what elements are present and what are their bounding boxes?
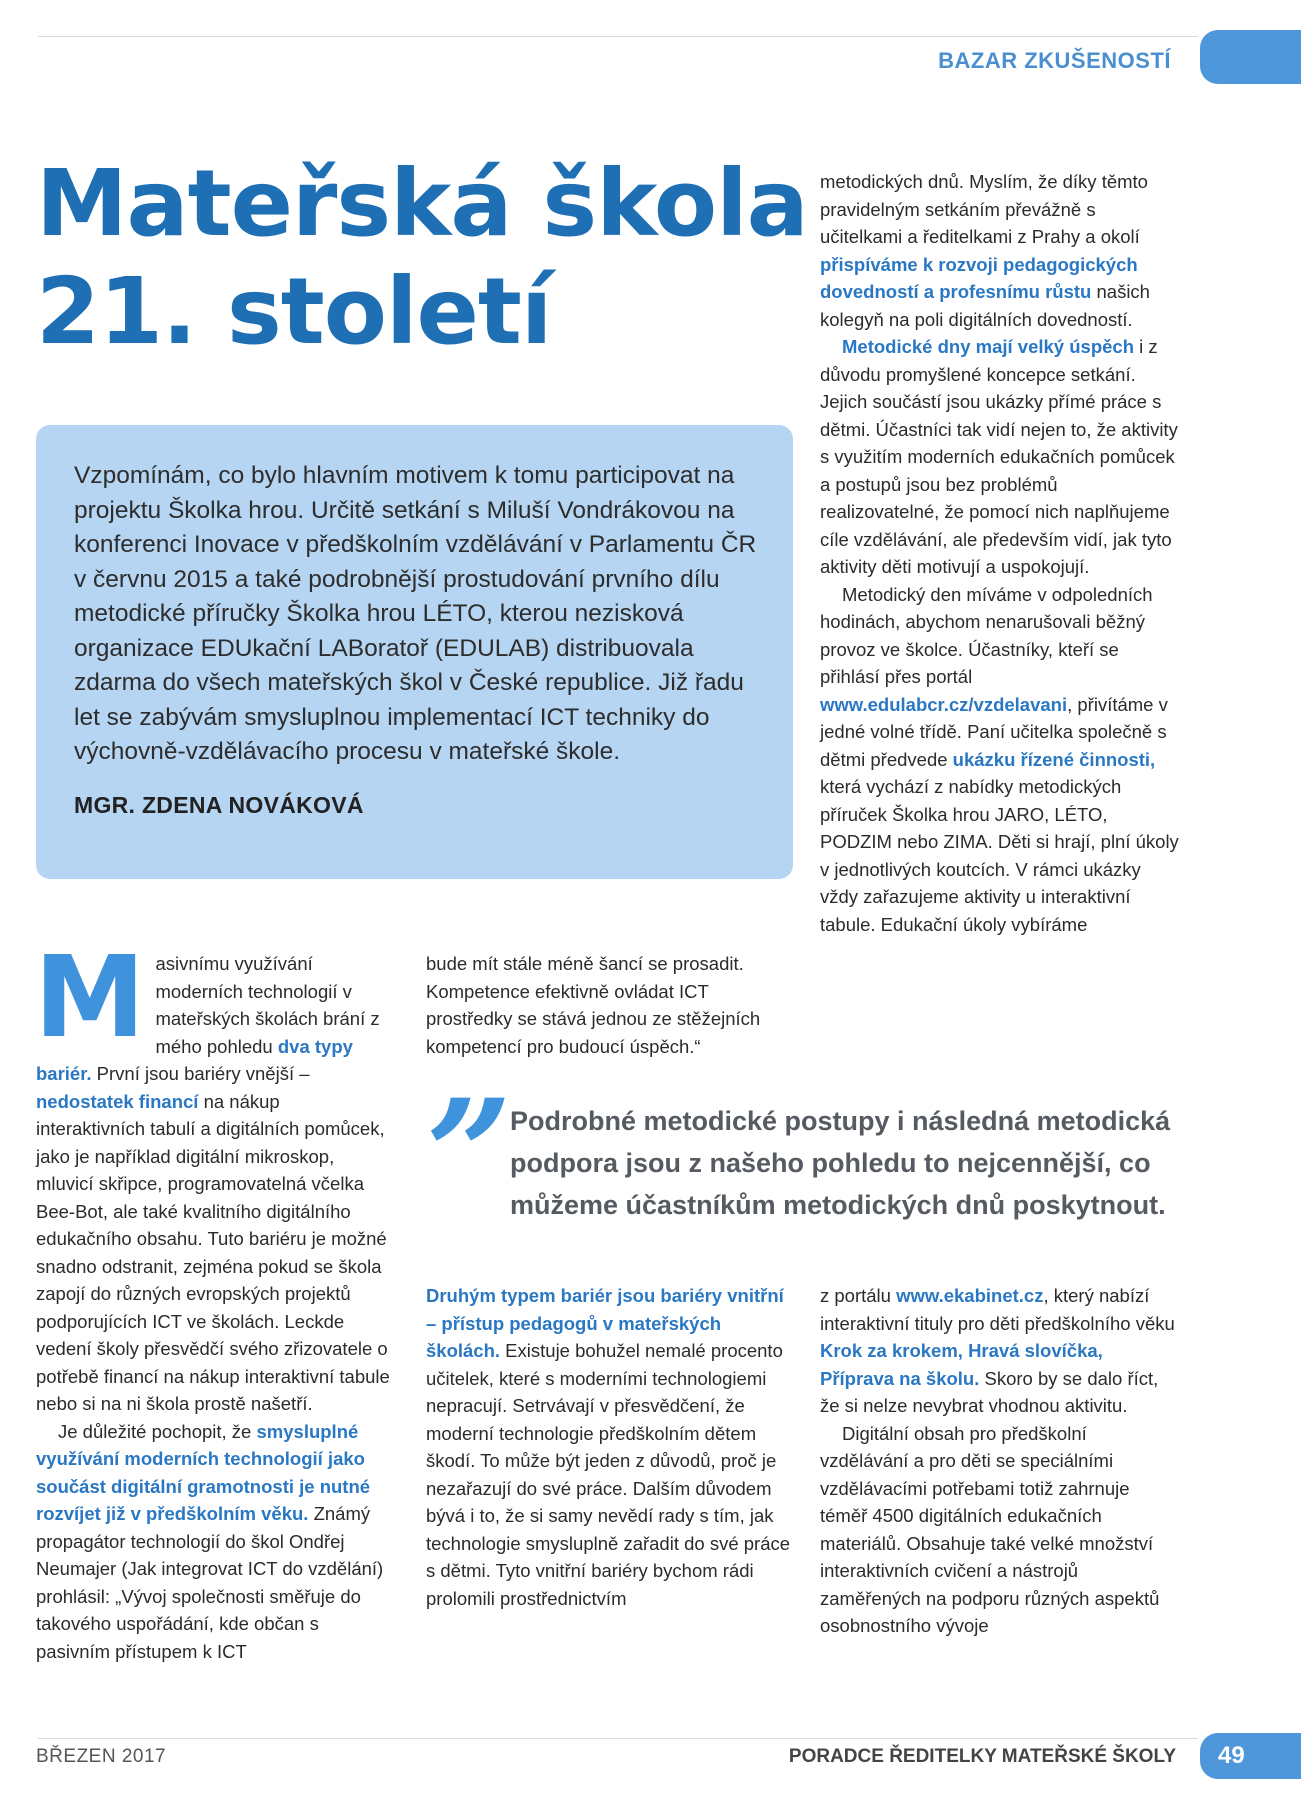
highlight-text: smysluplné využívání moderních technologií jako součást digitální gramotnosti je nutné rozvíjet již v předškolním věku. — [36, 1420, 371, 1524]
col3-text: Skoro by se dalo říct, že si nelze nevybrat vhodnou aktivitu. — [820, 1367, 1159, 1416]
section-label: BAZAR ZKUŠENOSTÍ — [938, 48, 1171, 73]
col2-text: Existuje bohužel nemalé procento učitelek, které s moderními technologiemi nepracují. Setrvávají v přesvědčení, že moderní technologie předškolním dětem škodí. To může být jeden z důvodů, proč je nezařazují do své práce. Dalším důvodem bývá i to, že si samy nevědí rady s tím, jak technologie smysluplně zařadit do své práce s dětmi. Tyto vnitřní bariéry bychom rádi prolomili prostřednictvím — [426, 1340, 791, 1609]
col3-text: z portálu — [820, 1285, 897, 1306]
quote-mark-icon: ” — [426, 1067, 513, 1243]
issue-date: BŘEZEN 2017 — [36, 1746, 167, 1767]
top-rule — [38, 36, 1198, 37]
col1-text: asivnímu využívání moderních technologií v mateřských školách brání z mého pohledu — [155, 953, 380, 1057]
highlight-text: přispíváme k rozvoji pedagogických dovedností a profesnímu růstu — [820, 253, 1138, 302]
col3-text: metodických dnů. Myslím, že díky těmto pravidelným setkáním převážně s učitelkami a ředitelkami z Prahy a okolí — [820, 171, 1148, 247]
col3-text: , který nabízí interaktivní tituly pro děti předškolního věku — [820, 1285, 1175, 1334]
intro-text: Vzpomínám, co bylo hlavním motivem k tomu participovat na projektu Školka hrou. Určitě setkání s Miluší Vondrákovou na konferenci Inovace v předškolním vzdělávání v Parlamentu ČR v červnu 2015 a také podrobnější prostudování prvního dílu metodické příručky Školka hrou LÉTO, kterou nezisková organizace EDUkační LABoratoř (EDULAB) distribuovala zdarma do všech mateřských škol v České republice. Již řadu let se zabývám smysluplnou implementací ICT techniky do výchovně-vzdělávacího procesu v mateřské škole. — [74, 462, 757, 765]
col3-text: Digitální obsah pro předškolní vzdělávání a pro děti se speciálními vzdělávacími potřebami totiž zahrnuje téměř 4500 digitálních edukačních materiálů. Obsahuje také velké množství interaktivních cvičení a nástrojů zaměřených na podporu různých aspektů osobnostního vývoje — [820, 1422, 1160, 1636]
page-number-tab — [1200, 1733, 1301, 1779]
highlight-text: Metodické dny mají velký úspěch — [842, 336, 1134, 357]
col3-text: i z důvodu promyšlené koncepce setkání. Jejich součástí jsou ukázky přímé práce s dětmi. Účastníci tak vidí nejen to, že aktivity s využitím moderních edukačních pomůcek a postupů jsou bez problémů realizovatelné, že pomocí nich naplňujeme cíle vzdělávání, ale především vidí, jak tyto aktivity děti motivují a uspokojují. — [820, 336, 1178, 577]
col3-text: , přivítáme v jedné volné třídě. Paní učitelka společně s dětmi předvede — [820, 693, 1168, 770]
drop-cap: M — [34, 933, 146, 1063]
quote-text: Podrobné metodické postupy i následná metodická podpora jsou z našeho pohledu to nejcennější, co můžeme účastníkům metodických dnů poskytnout. — [510, 1106, 1171, 1220]
col1-text: První jsou bariéry vnější – — [91, 1063, 310, 1084]
intro-box — [36, 425, 793, 879]
article-title — [36, 150, 816, 366]
col3-text: která vychází z nabídky metodických příruček Školka hrou JARO, LÉTO, PODZIM nebo ZIMA. Děti si hrají, plní úkoly v jednotlivých koutcích. V rámci ukázky vždy zařazujeme aktivity u interaktivní tabule. Edukační úkoly vybíráme — [820, 776, 1179, 935]
col1-text: Známý propagátor technologií do škol Ondřej Neumajer (Jak integrovat ICT do vzdělání) prohlásil: „Vývoj společnosti směřuje do takového uspořádání, kde občan s pasivním přístupem k ICT — [36, 1503, 384, 1662]
col1-text: Je důležité pochopit, že — [58, 1420, 257, 1442]
column-1 — [34, 933, 391, 1665]
highlight-text: Druhým typem bariér jsou bariéry vnitřní – přístup pedagogů v mateřských školách. — [426, 1285, 784, 1361]
col3-text: našich kolegyň na poli digitálních dovedností. — [820, 281, 1150, 330]
highlight-text: Krok za krokem, Hravá slovíčka, Příprava na školu. — [820, 1340, 1103, 1389]
col3-text: Metodický den míváme v odpoledních hodinách, abychom nenarušovali běžný provoz ve školce. Účastníky, kteří se přihlásí přes portál — [820, 583, 1153, 687]
title-line-1: Mateřská škola — [36, 150, 808, 257]
col1-text: na nákup interaktivních tabulí a digitálních pomůcek, jako je například digitální mikroskop, mluvicí skřipce, programovatelná včelka Bee-Bot, ale také kvalitního digitálního edukačního obsahu. Tuto bariéru je možné snadno odstranit, zejména pokud se škola zapojí do různých evropských projektů podporujících ICT ve školách. Leckde vedení školy přesvědčí svého zřizovatele o potřebě financí na nákup interaktivní tabule nebo si na ni škola prostě našetří. — [36, 1090, 390, 1414]
column-3-bottom — [820, 1282, 1180, 1640]
author-name: MGR. ZDENA NOVÁKOVÁ — [74, 791, 364, 818]
header-tab — [1200, 30, 1301, 84]
column-2-top — [426, 950, 796, 1060]
link-text: www.ekabinet.cz — [896, 1285, 1044, 1306]
column-3 — [820, 168, 1180, 938]
highlight-text: ukázku řízené činnosti, — [952, 748, 1156, 770]
link-text: www.edulabcr.cz/vzdelavani — [820, 693, 1068, 715]
title-line-2: 21. století — [36, 258, 552, 365]
magazine-name: PORADCE ŘEDITELKY MATEŘSKÉ ŠKOLY — [788, 1746, 1176, 1767]
page-number: 49 — [1218, 1742, 1245, 1769]
highlight-text: nedostatek financí — [36, 1090, 199, 1112]
col2-top-text: bude mít stále méně šancí se prosadit. Kompetence efektivně ovládat ICT prostředky se stává jednou ze stěžejních kompetencí pro budoucí úspěch.“ — [426, 953, 761, 1057]
highlight-text: dva typy bariér. — [36, 1035, 353, 1084]
column-2-bottom — [426, 1282, 791, 1612]
bottom-rule — [38, 1738, 1198, 1739]
